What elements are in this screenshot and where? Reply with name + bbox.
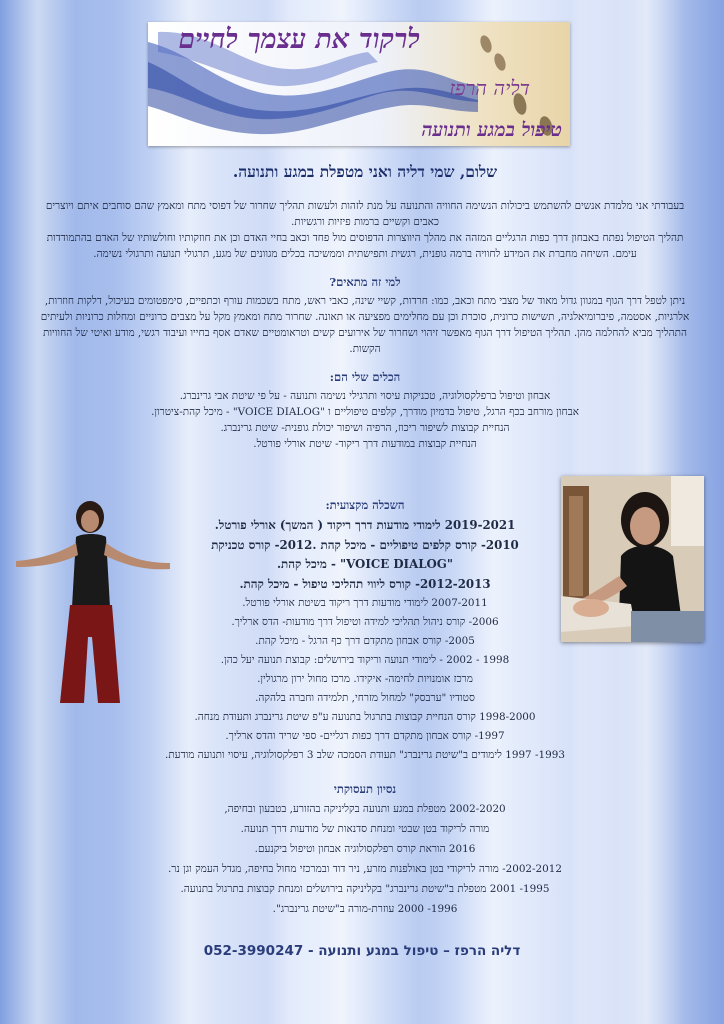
experience-line: 1995- 2001 מטפלת ב"שיטת גרינברג" בקליניקה בירושלים ומנחת קבוצות בתרגול בתנועה. [180, 883, 550, 895]
experience-heading: נסיון תעסוקתי [333, 782, 397, 796]
education-line: 1998 - 2002 - לימודי תנועה וריקוד בירושלים: קבוצת תנועה יעל כהן. [220, 654, 510, 666]
education-line: 2012-2013- קורס ליווי תהליכי טיפול - מיכל קהת. [239, 576, 491, 591]
page-title: שלום, שמי דליה ואני מטפלת במגע ותנועה. [232, 162, 498, 181]
experience-line: 1996- 2000 עוזרת-מורה ב"שיטת גרינברג". [272, 903, 458, 915]
experience-line: מורה לריקוד בטן שבטי ומנחת סדנאות של מודעות דרך תנועה. [240, 823, 490, 835]
education-line: סטודיו "ערבסק" למחול מזרחי, תלמידה וחברה בלהקה. [255, 692, 475, 704]
education-line: 2005- קורס אבחון מתקדם דרך כף הרגל - מיכל קהת. [255, 635, 475, 647]
banner-subtitle: טיפול במגע ותנועה [421, 119, 562, 141]
experience-section [40, 782, 690, 919]
education-line: 2007-2011 לימודי מודעות דרך ריקוד בשיטת אורלי פורטל. [242, 597, 488, 609]
contact-footer: דליה הרפז – טיפול במגע ותנועה - 052-3990247 [203, 943, 521, 959]
education-line: מרכז אומנויות לחימה- איקידו. מרכז מחול ירון מרגולין. [257, 673, 473, 685]
tools-section [40, 369, 690, 452]
intro-paragraph-1: בעבודתי אני מלמדת אנשים להשתמש ביכולות הנשימה החוויה והתנועה על מנת לזהות ולעשות תהליך שחרור של דפוסי מתח ומאמץ שהם סוחבים איתם ויוצרים כאבים וקשיים ברמות פיזיות ורגשיות. [45, 200, 685, 228]
suitability-heading: למי זה מתאים? [329, 275, 401, 289]
suitability-section [40, 274, 690, 357]
tools-line: אבחון וטיפול ברפלקסולוגיה, טכניקות עיסוי ותרגילי נשימה ותנועה - על פי שיטת אבי גרינברג. [179, 390, 551, 402]
education-line: 1997- קורס אבחון מתקדם דרך כפות רגליים- ספי שריד והדס ארליך. [225, 730, 505, 742]
tools-heading: הכלים שלי הם: [329, 370, 401, 384]
education-line: 1998-2000 קורס הנחיית קבוצות בתרגול בתנועה ע"פ שיטת גרינברג ותעודת מנחה. [194, 711, 536, 723]
suitability-text: ניתן לטפל דרך הגוף במגוון גדול מאוד של מצבי מתח וכאב, כמו: חרדות, קשיי שינה, כאבי ראש, מתח בשכמות עורף וכתפיים, סימפטומים בעיכול, דלקות חוזרות, אלרגיות, אסטמה, פיברומיאלגיה, תשישות כרונית, סוכרת וכן עם מחלימים מפציעה או תאונה. שחרור מתח ומאמץ מקל על מצבים כרוניים ומחלות כרוניות ולעיתים התהליך מביא להחלמה מהן. תהליך הטיפול דרך הגוף מאפשר זיהוי ושחרור של אירועים קשים וטראומטיים שאדם אסף בחייו ועיבוד רגשי, מודע ואיטי של החוויות הקשות. [40, 295, 690, 355]
education-line: 1993- 1997 לימודים ב"שיטת גרינברג" תעודת הסמכה שלב 3 רפלקסולוגיה, עיסוי ותנועה מודעת. [165, 749, 565, 761]
header-banner [148, 22, 570, 146]
tools-line: הנחיית קבוצות לשיפור ריכוז, הרפיה ושיפור יכולת גופנית- שיטת גרינברג. [220, 422, 510, 434]
intro-section [40, 164, 690, 452]
education-line: 2006- קורס ניהול תהליכי למידה וטיפול דרך מודעות- הדס ארליך. [231, 616, 499, 628]
experience-line: 2016 הוראת קורס רפלקסולוגיה אבחון וטיפול ביקנעם. [254, 843, 476, 855]
banner-name: דליה הרפז [449, 76, 530, 100]
tools-line: אבחון מורחב בכף הרגל, טיפול בדמיון מודרך, קלפים טיפוליים ו "VOICE DIALOG" - מיכל קהת-ציטרון. [151, 406, 579, 418]
tools-line: הנחיית קבוצות במודעות דרך ריקוד- שיטת אורלי פורטל. [253, 438, 477, 450]
education-heading: השכלה מקצועית: [325, 498, 405, 512]
education-line: "VOICE DIALOG" - מיכל קהת. [276, 557, 454, 571]
intro-paragraph-2: תהליך הטיפול נפתח באבחון דרך כפות הרגליים המזהה את מהלך היווצרות הדפוסים מול פחד וכאב בחיי האדם וכן את חוזקותיו וחולשותיו של האדם בהתמודדות עימם. השיחה מחברת את המידע לחוויה ברמה גופנית, רגשית ותפישתית וממשיכה בכלים מגוונים של מגע, תרגולי תנועה ותרגולי נשימה. [46, 232, 684, 260]
experience-line: 2002-2020 מטפלת במגע ותנועה בקליניקה בהזורע, בטבעון ובחיפה, [224, 803, 506, 815]
education-line: 2019-2021 לימודי מודעות דרך ריקוד ( המשך) אורלי פורטל. [214, 518, 516, 532]
education-section [40, 498, 690, 765]
experience-line: 2002-2012- מורה לריקודי בטן באולפנות מזרע, ניר דוד ובמרכזי מחול בחיפה, מגדל העמק וגן נר. [167, 863, 562, 875]
education-line: 2010- קורס קלפים טיפוליים - מיכל קהת .2012- קורס טכניקת [211, 537, 519, 552]
banner-title: לרקוד את עצמך לחיים [178, 24, 420, 55]
